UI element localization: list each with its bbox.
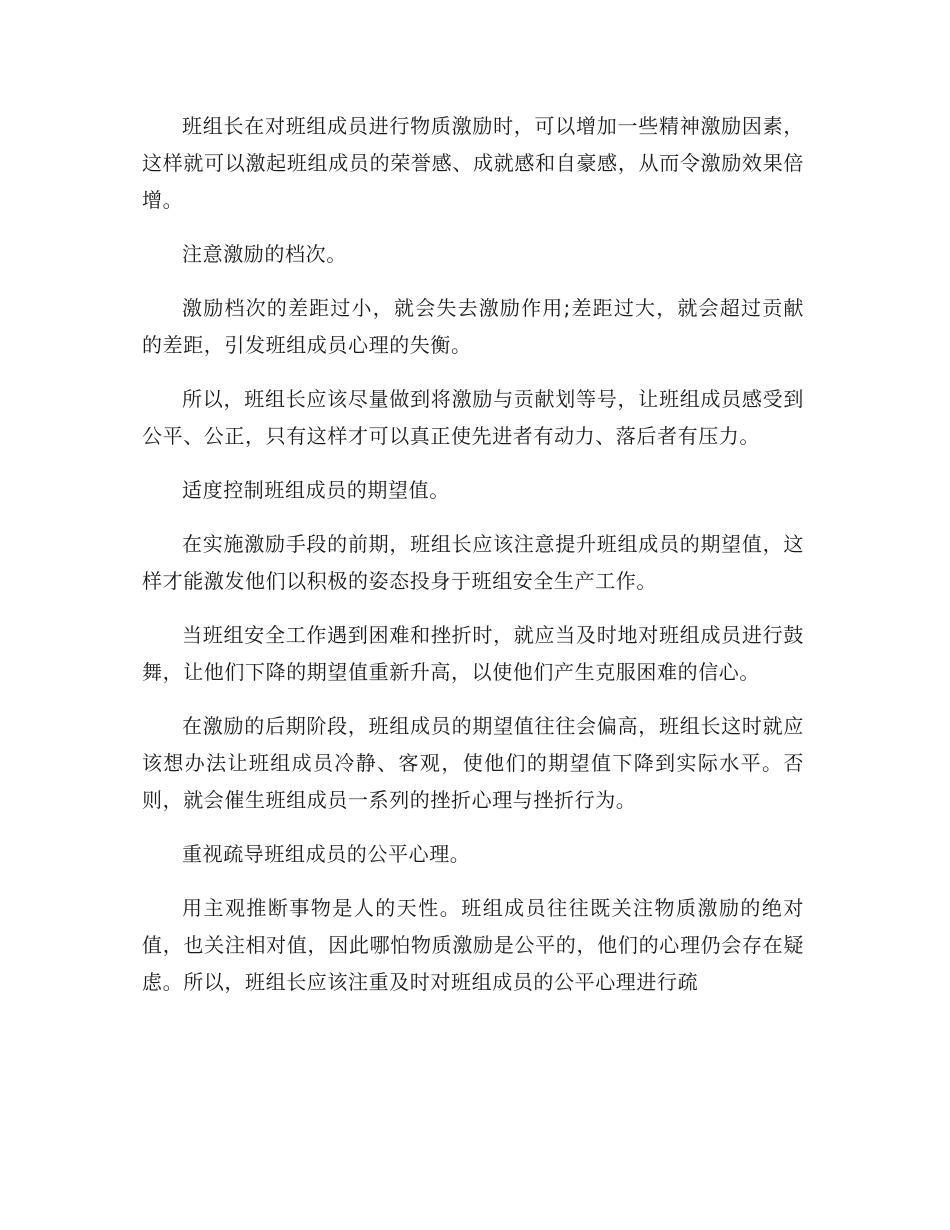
paragraph: 激励档次的差距过小，就会失去激励作用;差距过大，就会超过贡献的差距，引发班组成员心理的失衡。 xyxy=(142,296,804,357)
paragraph: 所以，班组长应该尽量做到将激励与贡献划等号，让班组成员感受到公平、公正，只有这样才可以真正使先进者有动力、落后者有压力。 xyxy=(142,387,804,448)
paragraph: 当班组安全工作遇到困难和挫折时，就应当及时地对班组成员进行鼓舞，让他们下降的期望值重新升高，以使他们产生克服困难的信心。 xyxy=(142,623,804,684)
paragraph: 在实施激励手段的前期，班组长应该注意提升班组成员的期望值，这样才能激发他们以积极的姿态投身于班组安全生产工作。 xyxy=(142,532,804,593)
paragraph-heading: 注意激励的档次。 xyxy=(182,242,347,266)
document-body xyxy=(142,108,804,1018)
paragraph: 用主观推断事物是人的天性。班组成员往往既关注物质激励的绝对值，也关注相对值，因此哪怕物质激励是公平的，他们的心理仍会存在疑虑。所以，班组长应该注重及时对班组成员的公平心理进行疏 xyxy=(142,896,804,994)
paragraph: 在激励的后期阶段，班组成员的期望值往往会偏高，班组长这时就应该想办法让班组成员冷静、客观，使他们的期望值下降到实际水平。否则，就会催生班组成员一系列的挫折心理与挫折行为。 xyxy=(142,714,804,812)
paragraph-heading: 适度控制班组成员的期望值。 xyxy=(182,478,450,502)
paragraph-heading: 重视疏导班组成员的公平心理。 xyxy=(182,842,471,866)
paragraph: 班组长在对班组成员进行物质激励时，可以增加一些精神激励因素，这样就可以激起班组成员的荣誉感、成就感和自豪感，从而令激励效果倍增。 xyxy=(142,114,804,212)
